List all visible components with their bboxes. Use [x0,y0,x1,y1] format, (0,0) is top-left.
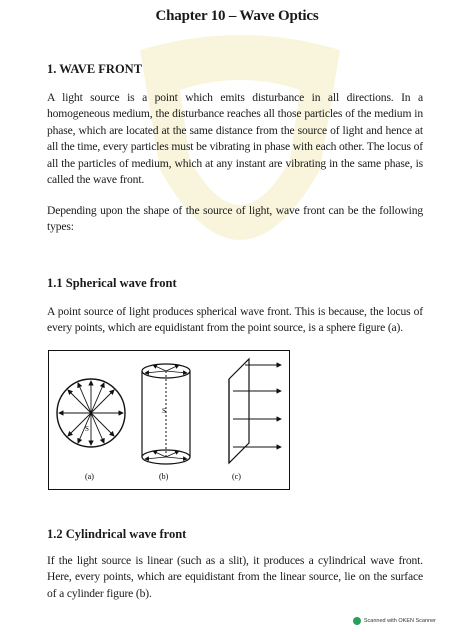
wave-front-diagram [49,351,289,489]
plane-wave-front-figure [229,359,281,463]
figure-label-b: (b) [159,472,169,481]
wave-front-figure [48,350,290,490]
cylindrical-wave-front-figure [142,364,190,464]
spherical-wave-front-figure [57,379,125,447]
section-heading-cylindrical: 1.2 Cylindrical wave front [47,527,187,541]
scanner-badge [353,617,436,625]
figure-label-a: (a) [85,472,94,481]
source-label-b: S [162,407,166,415]
paragraph-cylindrical: If the light source is linear (such as a slit), it produces a cylindrical wave front. Here, every points, which are equidistant from the linear source, lie on the surface of a cylinder figure (b). [47,554,423,600]
figure-label-c: (c) [232,472,241,481]
section-heading-wave-front: 1. WAVE FRONT [47,62,143,76]
chapter-title: Chapter 10 – Wave Optics [155,8,319,24]
section-heading-spherical: 1.1 Spherical wave front [47,276,177,290]
scanner-text: Scanned with OKEN Scanner [363,618,436,624]
scanner-logo-icon [353,617,361,625]
source-label-a: S [85,425,89,433]
paragraph-spherical: A point source of light produces spherical wave front. This is because, the locus of every points, which are equidistant from the point source, is a sphere figure (a). [47,305,423,335]
paragraph-wave-front-types: Depending upon the shape of the source of light, wave front can be the following types: [47,204,423,234]
paragraph-wave-front-definition: A light source is a point which emits disturbance in all directions. In a homogeneous medium, the disturbance reaches all those particles of the medium in phase, which are located at the same distance from the source of light and hence at all the time, every particles must be vibrating in phase with each other. The locus of all the particles of medium, which at any instant are vibrating in the same phase, is called the wave front. [47,91,423,187]
